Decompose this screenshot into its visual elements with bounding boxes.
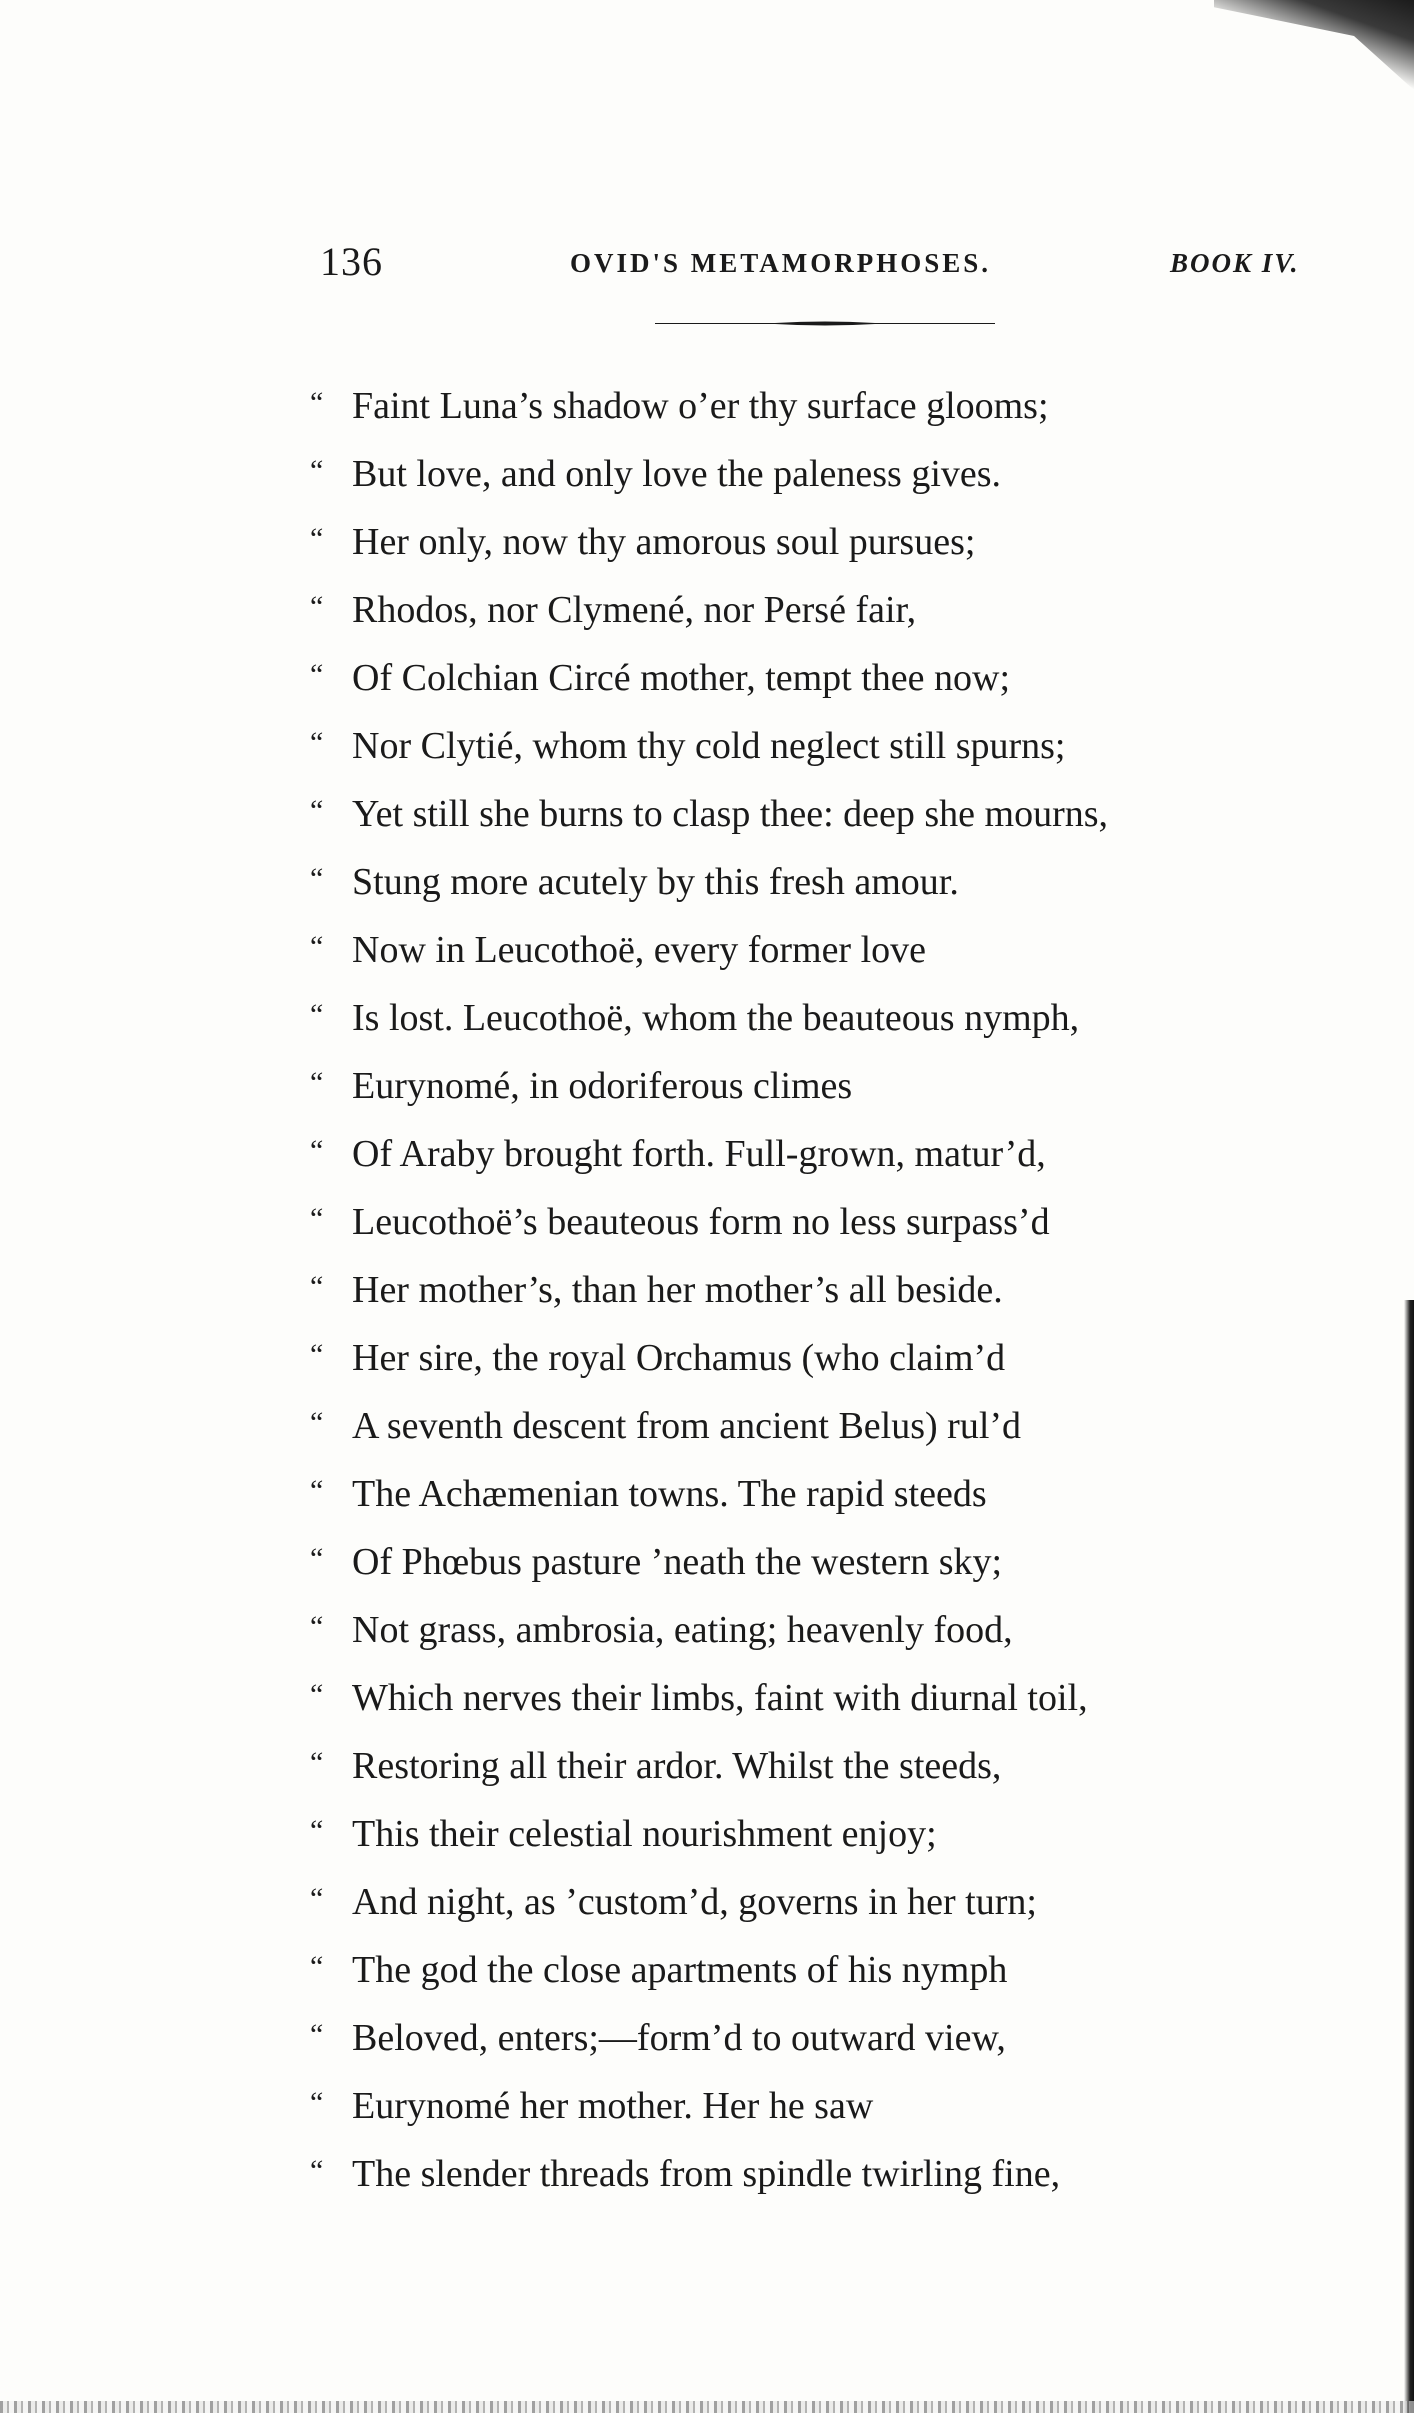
scan-corner-shadow xyxy=(1214,0,1414,90)
verse-line xyxy=(310,1324,1310,1392)
verse-line xyxy=(310,2004,1310,2072)
verse-line xyxy=(310,1868,1310,1936)
scan-bottom-edge xyxy=(0,2401,1414,2413)
verse-line xyxy=(310,1800,1310,1868)
scan-page-edge xyxy=(1404,1300,1414,2413)
verse-text: Now in Leucothoë, every former love xyxy=(352,929,927,971)
verse-line xyxy=(310,1392,1310,1460)
verse-line xyxy=(310,1188,1310,1256)
verse-text: Not grass, ambrosia, eating; heavenly food, xyxy=(352,1609,1013,1651)
verse-list xyxy=(310,372,1310,2208)
verse-text: Beloved, enters;—form’d to outward view, xyxy=(352,2017,1006,2059)
verse-text: Her mother’s, than her mother’s all beside. xyxy=(352,1269,1003,1311)
verse-line xyxy=(310,2140,1310,2208)
opening-quote-mark: “ xyxy=(310,794,324,827)
verse-line xyxy=(310,1052,1310,1120)
running-title: OVID'S METAMORPHOSES. xyxy=(570,248,992,278)
verse-line xyxy=(310,576,1310,644)
opening-quote-mark: “ xyxy=(310,1270,324,1303)
opening-quote-mark: “ xyxy=(310,658,324,691)
verse-text: Leucothoë’s beauteous form no less surpass’d xyxy=(352,1201,1050,1243)
verse-line xyxy=(310,1596,1310,1664)
verse-line xyxy=(310,508,1310,576)
verse-text: Of Phœbus pasture ’neath the western sky; xyxy=(352,1541,1003,1583)
opening-quote-mark: “ xyxy=(310,1406,324,1439)
page-header xyxy=(320,238,1330,298)
verse-text: This their celestial nourishment enjoy; xyxy=(352,1813,937,1855)
opening-quote-mark: “ xyxy=(310,1066,324,1099)
verse-text: Is lost. Leucothoë, whom the beauteous nymph, xyxy=(352,997,1080,1039)
verse-line xyxy=(310,712,1310,780)
verse-line xyxy=(310,644,1310,712)
opening-quote-mark: “ xyxy=(310,1814,324,1847)
verse-text: Of Colchian Circé mother, tempt thee now; xyxy=(352,657,1011,699)
opening-quote-mark: “ xyxy=(310,1474,324,1507)
verse-text: Eurynomé, in odoriferous climes xyxy=(352,1065,853,1107)
opening-quote-mark: “ xyxy=(310,1950,324,1983)
verse-text: Of Araby brought forth. Full-grown, matur’d, xyxy=(352,1133,1046,1175)
verse-text: Rhodos, nor Clymené, nor Persé fair, xyxy=(352,589,917,631)
verse-line xyxy=(310,1664,1310,1732)
verse-text: The Achæmenian towns. The rapid steeds xyxy=(352,1473,987,1515)
verse-line xyxy=(310,1460,1310,1528)
page-number: 136 xyxy=(320,239,383,284)
verse-line xyxy=(310,1732,1310,1800)
verse-text: Stung more acutely by this fresh amour. xyxy=(352,861,959,903)
opening-quote-mark: “ xyxy=(310,590,324,623)
opening-quote-mark: “ xyxy=(310,2018,324,2051)
verse-text: And night, as ’custom’d, governs in her turn; xyxy=(352,1881,1037,1923)
verse-text: A seventh descent from ancient Belus) rul’d xyxy=(352,1405,1022,1447)
verse-text: Which nerves their limbs, faint with diurnal toil, xyxy=(352,1677,1088,1719)
verse-text: The god the close apartments of his nymph xyxy=(352,1949,1008,1991)
verse-text: But love, and only love the paleness gives. xyxy=(352,453,1002,495)
verse-line xyxy=(310,1528,1310,1596)
verse-line xyxy=(310,984,1310,1052)
verse-line xyxy=(310,916,1310,984)
verse-text: The slender threads from spindle twirling fine, xyxy=(352,2153,1061,2195)
opening-quote-mark: “ xyxy=(310,862,324,895)
opening-quote-mark: “ xyxy=(310,726,324,759)
verse-line xyxy=(310,440,1310,508)
header-rule xyxy=(655,320,995,326)
verse-line xyxy=(310,848,1310,916)
opening-quote-mark: “ xyxy=(310,522,324,555)
opening-quote-mark: “ xyxy=(310,998,324,1031)
opening-quote-mark: “ xyxy=(310,1134,324,1167)
opening-quote-mark: “ xyxy=(310,1338,324,1371)
book-label: BOOK IV. xyxy=(1170,248,1300,278)
verse-line xyxy=(310,780,1310,848)
verse-text: Restoring all their ardor. Whilst the steeds, xyxy=(352,1745,1002,1787)
opening-quote-mark: “ xyxy=(310,1746,324,1779)
verse-text: Her only, now thy amorous soul pursues; xyxy=(352,521,976,563)
verse-line xyxy=(310,372,1310,440)
verse-text: Faint Luna’s shadow o’er thy surface glooms; xyxy=(352,385,1049,427)
verse-text: Eurynomé her mother. Her he saw xyxy=(352,2085,874,2127)
opening-quote-mark: “ xyxy=(310,2154,324,2187)
opening-quote-mark: “ xyxy=(310,1678,324,1711)
opening-quote-mark: “ xyxy=(310,930,324,963)
verse-line xyxy=(310,1256,1310,1324)
verse-line xyxy=(310,2072,1310,2140)
opening-quote-mark: “ xyxy=(310,1202,324,1235)
verse-text: Yet still she burns to clasp thee: deep she mourns, xyxy=(352,793,1109,835)
opening-quote-mark: “ xyxy=(310,1882,324,1915)
opening-quote-mark: “ xyxy=(310,1542,324,1575)
verse-text: Her sire, the royal Orchamus (who claim’d xyxy=(352,1337,1006,1379)
verse-line xyxy=(310,1936,1310,2004)
header-rule-graphic xyxy=(655,320,995,326)
opening-quote-mark: “ xyxy=(310,1610,324,1643)
opening-quote-mark: “ xyxy=(310,454,324,487)
verse-text: Nor Clytié, whom thy cold neglect still spurns; xyxy=(352,725,1066,767)
verse-line xyxy=(310,1120,1310,1188)
opening-quote-mark: “ xyxy=(310,2086,324,2119)
opening-quote-mark: “ xyxy=(310,386,324,419)
